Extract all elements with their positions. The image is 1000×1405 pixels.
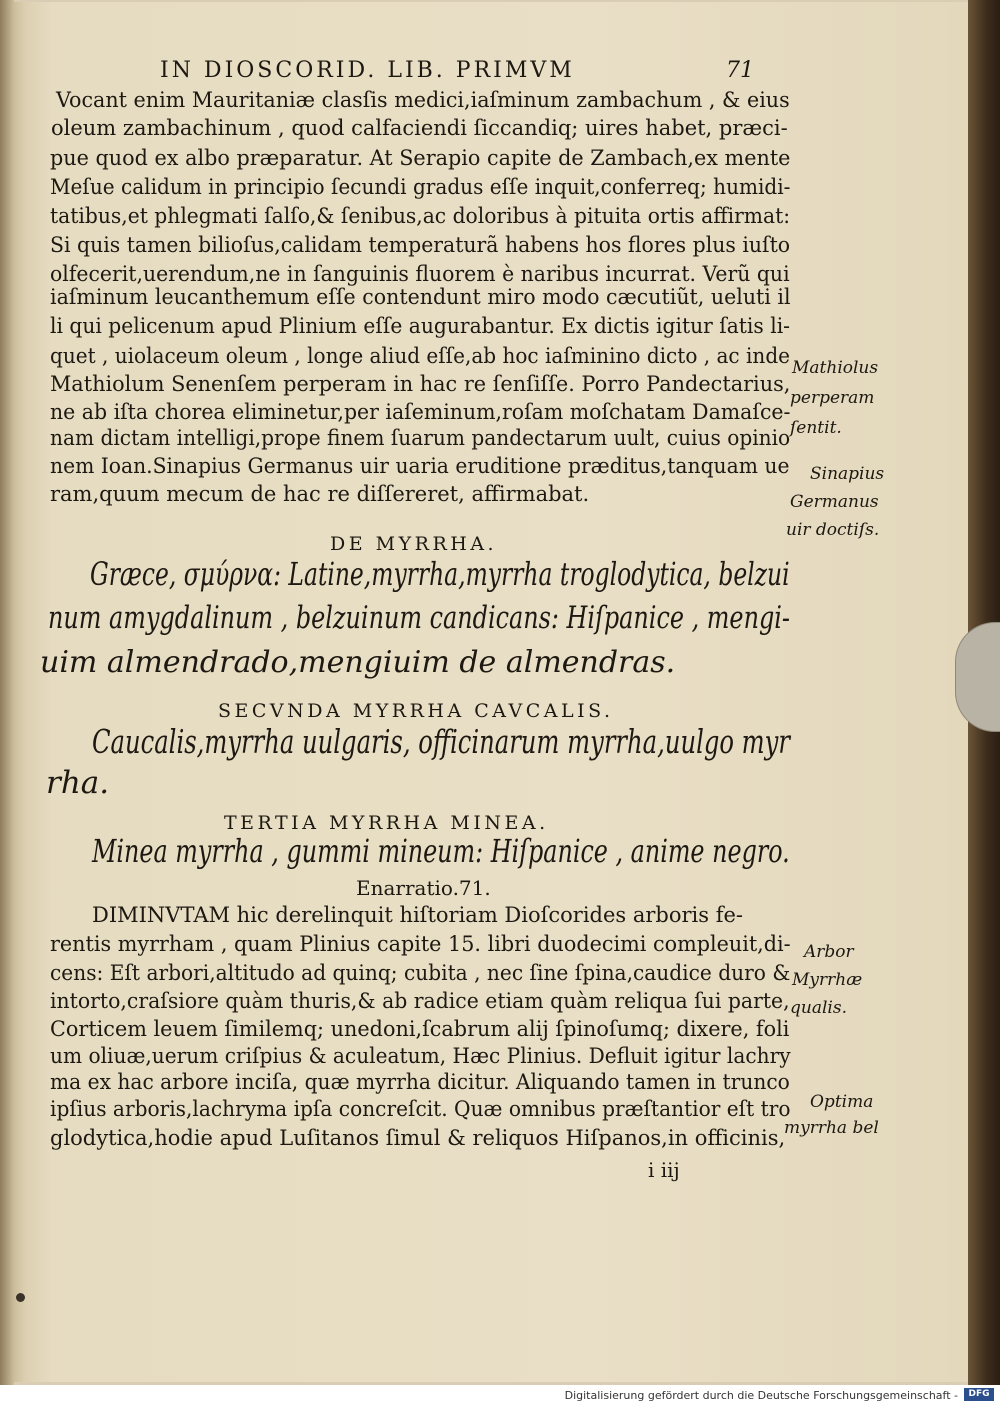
synonym-line: uim almendrado,mengiuim de almendras. [40,645,676,680]
margin-note-line: Germanus [790,492,879,512]
body-line: Corticem leuem ſimilemq; unedoni,ſcabrum alij ſpinoſumq; dixere, foli [50,1017,790,1041]
body-line: glodytica,hodie apud Luſitanos ſimul & reliquos Hiſpanos,in officinis, [50,1126,786,1150]
margin-note-line: Myrrhæ [792,970,863,990]
synonym-line: Minea myrrha , gummi mineum: Hiſpanice , anime negro. [92,832,790,870]
page-number: 71 [726,58,754,83]
gutter-shadow [0,0,14,1385]
section-heading: DE MYRRHA. [330,533,498,555]
body-line: pue quod ex albo præparatur. At Serapio capite de Zambach,ex mente [50,146,791,170]
body-line: Mathiolum Senenſem perperam in hac re ſenſiſſe. Porro Pandectarius, [50,372,791,396]
body-line: ram,quum mecum de hac re diſſereret, affirmabat. [50,482,590,506]
margin-note-line: myrrha bel [784,1118,879,1138]
margin-note-line: ſentit. [790,418,842,438]
body-line: Si quis tamen bilioſus,calidam temperaturã habens hos flores plus iuſto [50,233,791,257]
body-line: ne ab iſta chorea eliminetur,per iaſeminum,roſam moſchatam Damaſce- [50,400,791,424]
body-line: rentis myrrham , quam Plinius capite 15. libri duodecimi compleuit,di- [50,932,791,956]
margin-note-line: uir doctiſs. [786,520,880,540]
body-line: ma ex hac arbore inciſa, quæ myrrha dicitur. Aliquando tamen in trunco [50,1070,790,1094]
ink-dot [16,1293,25,1302]
signature-mark: i iij [648,1158,680,1182]
margin-note-line: perperam [790,388,875,408]
body-line: ipſius arboris,lachryma ipſa concreſcit. Quæ omnibus præſtantior eſt tro [50,1097,791,1121]
section-heading: TERTIA MYRRHA MINEA. [224,812,549,834]
body-line: oleum zambachinum , quod calfaciendi ſiccandiq; uires habet, præci- [51,116,788,140]
page-tab-marker [955,622,1000,732]
dfg-logo: DFG [964,1388,994,1401]
enarratio-heading: Enarratio.71. [356,876,491,900]
body-line: nem Ioan.Sinapius Germanus uir uaria eruditione præditus,tanquam ue [50,454,790,478]
body-line: quet , uiolaceum oleum , longe aliud eſſe,ab hoc iaſminino dicto , ac inde [50,344,791,368]
margin-note-line: Sinapius [810,464,885,484]
body-line: Meſue calidum in principio ſecundi gradus eſſe inquit,conferreq; humidi- [50,175,791,199]
body-line: Vocant enim Mauritaniæ clasſis medici,iaſminum zambachum , & eius [56,88,790,112]
section-heading: SECVNDA MYRRHA CAVCALIS. [218,700,614,722]
synonym-line: num amygdalinum , belzuinum candicans: Hiſpanice , mengi- [48,600,791,636]
margin-note-line: Arbor [804,942,854,962]
margin-note-line: Optima [810,1092,874,1112]
running-title: IN DIOSCORID. LIB. PRIMVM [160,58,575,83]
synonym-line: Græce, σμύρνα: Latine,myrrha,myrrha troglodytica, belzui [90,555,790,593]
body-line: olfecerit,uerendum,ne in ſanguinis fluorem è naribus incurrat. Verũ qui [50,262,790,286]
margin-note-line: qualis. [790,998,847,1018]
body-line: cens: Eſt arbori,altitudo ad quinq; cubita , nec ſine ſpina,caudice duro & [50,961,791,985]
synonym-line: rha. [46,765,110,801]
margin-note-line: Mathiolus [792,358,879,378]
synonym-line: Caucalis,myrrha uulgaris, officinarum myrrha,uulgo myr [92,722,790,761]
body-line: um oliuæ,uerum criſpius & aculeatum, Hæc Plinius. Defluit igitur lachry [50,1044,791,1068]
body-line: DIMINVTAM hic derelinquit hiſtoriam Dioſcorides arboris fe- [92,903,743,927]
digitization-footer [0,1385,1000,1405]
funding-credit: Digitalisierung gefördert durch die Deutsche Forschungsgemeinschaft - [564,1389,958,1402]
body-line: tatibus,et phlegmati ſalſo,& ſenibus,ac doloribus à pituita ortis affirmat: [50,204,791,228]
body-line: intorto,craſsiore quàm thuris,& ab radice etiam quàm reliqua ſui parte, [50,989,790,1013]
body-line: iaſminum leucanthemum eſſe contendunt miro modo cæcutiũt, ueluti il [50,285,791,309]
body-line: nam dictam intelligi,prope finem ſuarum pandectarum uult, cuius opinio [50,426,791,450]
body-line: li qui pelicenum apud Plinium eſſe augurabantur. Ex dictis igitur ſatis li- [50,314,791,338]
